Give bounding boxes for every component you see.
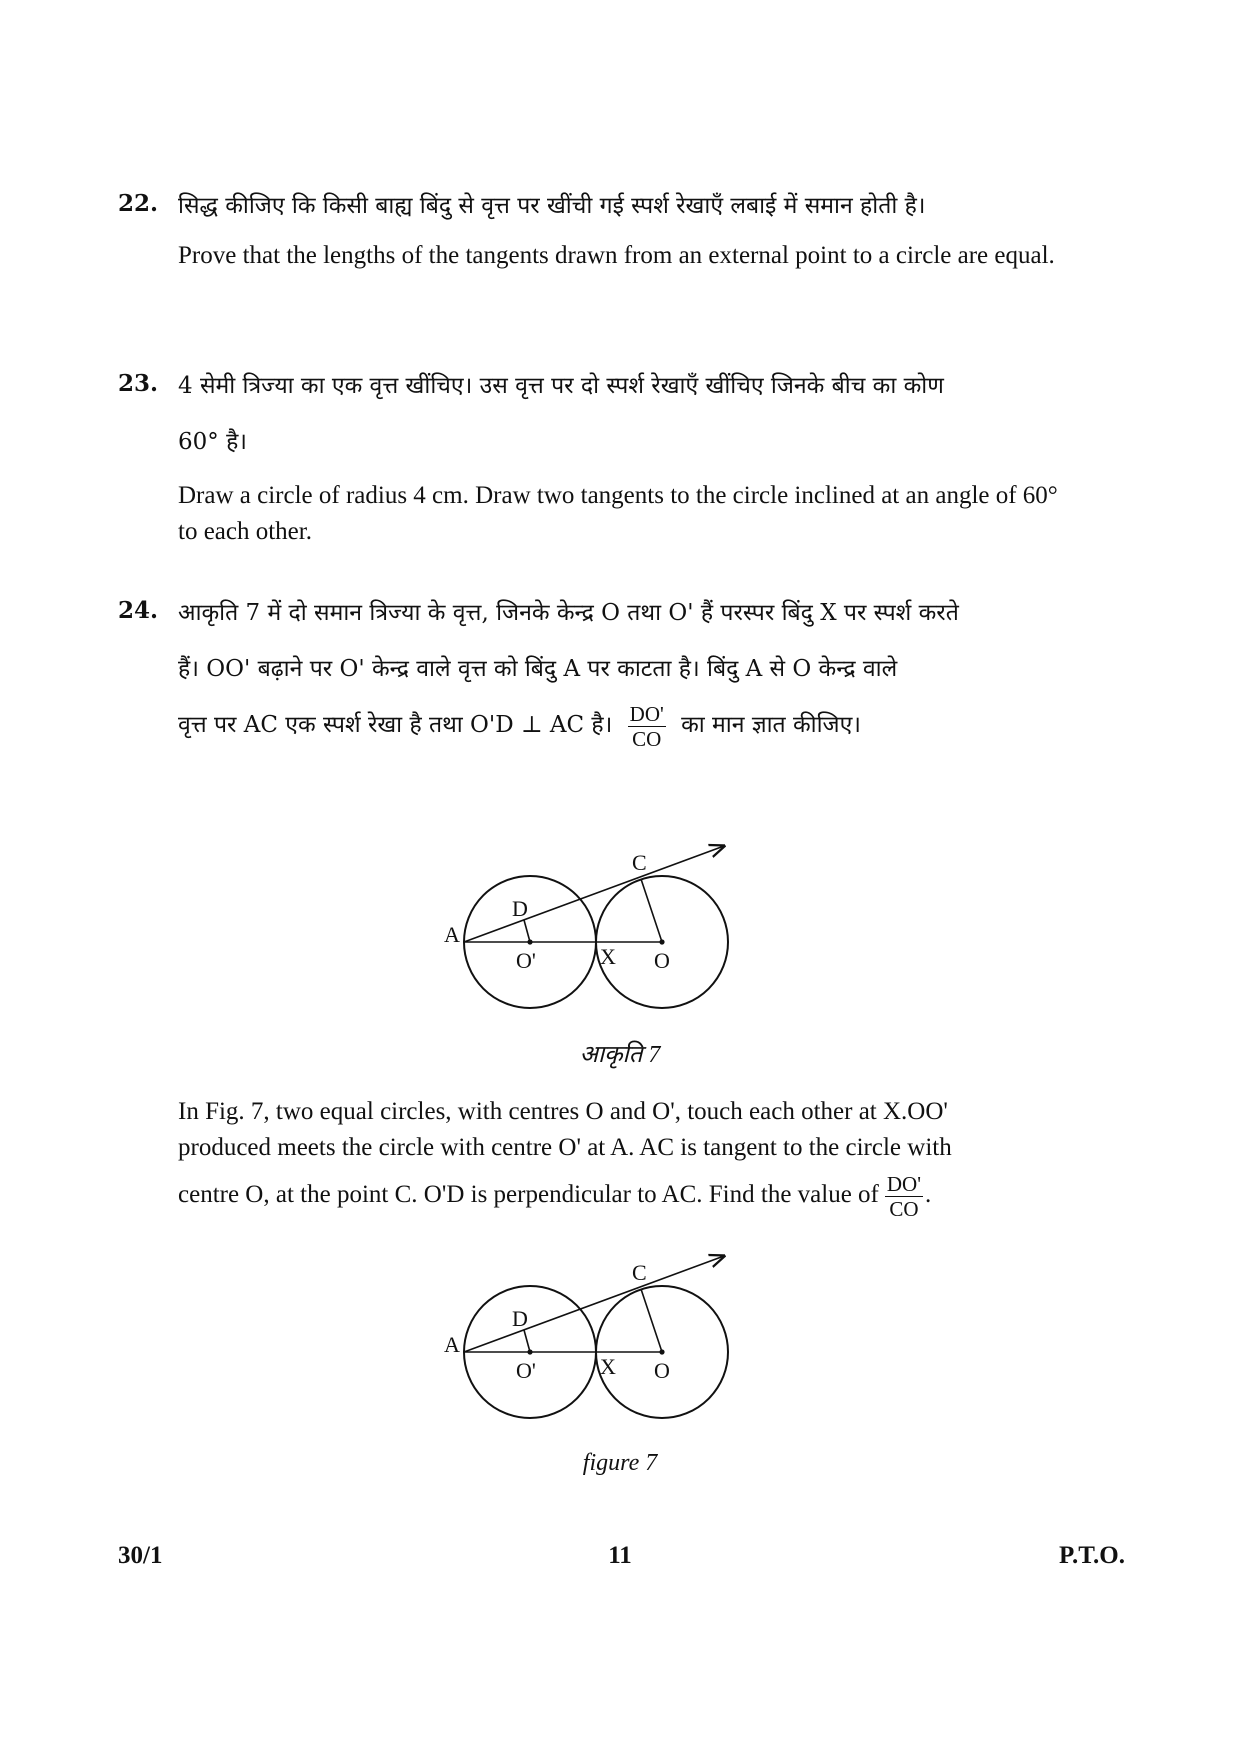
question-text-hindi-line-1: आकृति 7 में दो समान त्रिज्या के वृत्त, जिनके केन्द्र O तथा O' हैं परस्पर बिंदु X पर स्पर्श करते: [178, 600, 959, 626]
question-number: 24.: [118, 597, 159, 624]
pto-label: P.T.O.: [1059, 1542, 1125, 1569]
figure-caption-english: figure 7: [582, 1450, 658, 1476]
question-text-hindi-line-2: 60° है।: [178, 429, 248, 455]
segment-o-c: [641, 1289, 662, 1352]
fraction-numerator: DO': [886, 1172, 922, 1196]
question-text-english-line-2: produced meets the circle with centre O' at A. AC is tangent to the circle with: [178, 1134, 952, 1161]
point-o-prime: [527, 1349, 532, 1354]
hindi-line-3-end: का मान ज्ञात कीजिए।: [681, 712, 862, 738]
figure-7-hindi: [420, 838, 760, 1028]
label-a: A: [444, 1332, 460, 1357]
question-text-english-line-1: In Fig. 7, two equal circles, with centres O and O', touch each other at X.OO': [178, 1098, 948, 1125]
label-d: D: [512, 1306, 528, 1331]
label-c: C: [632, 850, 647, 875]
question-number: 23.: [118, 370, 159, 397]
paper-code: 30/1: [118, 1542, 163, 1569]
question-text-english: Prove that the lengths of the tangents drawn from an external point to a circle are equal.: [178, 242, 1055, 269]
ratio-fraction: [628, 702, 666, 751]
question-text-english: Draw a circle of radius 4 cm. Draw two tangents to the circle inclined at an angle of 60° to each other.: [178, 482, 1058, 545]
english-line-3-period: .: [925, 1181, 932, 1209]
label-c: C: [632, 1260, 647, 1285]
point-o: [659, 1349, 664, 1354]
fraction-denominator: CO: [632, 726, 662, 751]
segment-o-prime-d: [524, 920, 530, 942]
question-number: 22.: [118, 190, 159, 217]
label-d: D: [512, 896, 528, 921]
label-a: A: [444, 922, 460, 947]
segment-o-c: [641, 879, 662, 942]
segment-o-prime-d: [524, 1330, 530, 1352]
question-text-hindi: सिद्ध कीजिए कि किसी बाह्य बिंदु से वृत्त पर खींची गई स्पर्श रेखाएँ लबाई में समान होती है।: [178, 193, 926, 219]
label-o-prime: O': [516, 948, 536, 973]
figure-7-english: [420, 1248, 760, 1438]
figure-caption-hindi: आकृति 7: [579, 1042, 661, 1068]
label-o: O: [654, 1358, 670, 1383]
fraction-denominator: CO: [889, 1197, 919, 1221]
label-x: X: [600, 1354, 616, 1379]
question-text-hindi-line-2: हैं। OO' बढ़ाने पर O' केन्द्र वाले वृत्त को बिंदु A पर काटता है। बिंदु A से O केन्द्र वाले: [178, 656, 898, 682]
label-x: X: [600, 944, 616, 969]
question-text-hindi-line-3: [178, 697, 1073, 753]
question-text-english-line-3: [178, 1172, 1073, 1221]
fraction-numerator: DO': [629, 701, 664, 726]
english-line-3-text: centre O, at the point C. O'D is perpendicular to AC. Find the value of: [178, 1181, 879, 1209]
hindi-line-3-start: वृत्त पर AC एक स्पर्श रेखा है तथा O'D ⊥ AC है।: [178, 712, 613, 738]
page-number: 11: [608, 1542, 632, 1569]
point-o-prime: [527, 939, 532, 944]
ratio-fraction-english: [885, 1172, 923, 1221]
label-o: O: [654, 948, 670, 973]
label-o-prime: O': [516, 1358, 536, 1383]
question-text-hindi-line-1: 4 सेमी त्रिज्या का एक वृत्त खींचिए। उस वृत्त पर दो स्पर्श रेखाएँ खींचिए जिनके बीच का कोण: [178, 373, 944, 399]
point-o: [659, 939, 664, 944]
